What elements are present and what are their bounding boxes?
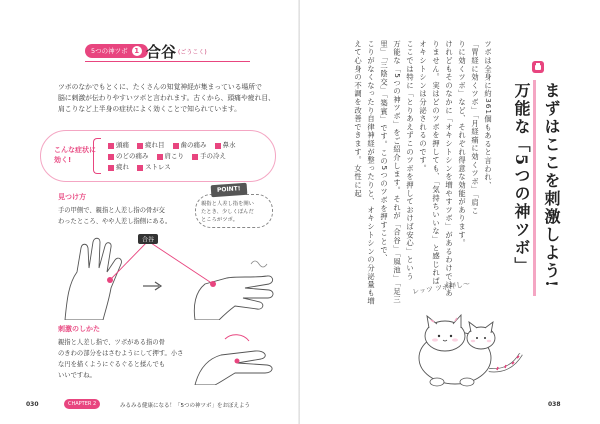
point-line: 親指と人差し指を開い <box>201 201 254 207</box>
intro-line: 脳に刺激が伝わりやすいツボと言われます。古くから、頭痛や疲れ目、 <box>58 94 275 102</box>
find-paragraph <box>58 205 183 227</box>
press-line: いいですね。 <box>58 372 96 379</box>
bullet-square-icon <box>157 154 163 160</box>
bullet-square-icon <box>137 143 143 149</box>
symptom-item: ストレス <box>137 162 171 173</box>
intro-line: 肩こりなど上半身の症状によく効くことで知られています。 <box>58 105 241 113</box>
point-title: 合谷 <box>146 43 177 61</box>
press-line: な円を描くようにぐるぐると揉んでも <box>58 361 166 368</box>
bullet-square-icon <box>108 165 114 171</box>
heading-line-1: まずはここを刺激しよう! <box>542 82 561 290</box>
running-head: みるみる健康になる！「5つの神ツボ」をおぼえよう <box>120 403 251 409</box>
symptom-list <box>108 140 278 173</box>
point-line: たとき、少しくぼんだ <box>201 209 254 215</box>
find-line: わったところ、やや人差し指側にある。 <box>58 218 172 225</box>
section-tag-number: 1 <box>132 46 142 56</box>
bullet-square-icon <box>137 165 143 171</box>
body-column: りません。実はどのツボを押しても、「気持ちいいな」と感じれば <box>432 40 441 286</box>
title-underline <box>85 61 250 62</box>
symptom-row <box>108 162 278 173</box>
symptom-item: 歯の痛み <box>173 140 207 151</box>
bullet-square-icon <box>215 143 221 149</box>
intro-paragraph <box>58 82 280 115</box>
symptom-label <box>54 145 96 165</box>
symptom-item: 手の冷え <box>192 151 226 162</box>
bullet-square-icon <box>192 154 198 160</box>
body-column: 万能な「5つの神ツボ」をご紹介します。それが「合谷」「風池」「足三 <box>393 40 402 304</box>
intro-line: ツボのなかでもとくに、たくさんの知覚神経が集まっている場所で <box>58 83 262 91</box>
symptom-item: のどの痛み <box>108 151 149 162</box>
body-column: けれどもそのなかに「オキシトシンを増やすツボ」があるわけではあ <box>445 40 454 298</box>
cat-caption: レッツ ツボ押し〜 <box>411 279 471 297</box>
symptom-item: 肩こり <box>157 151 185 162</box>
bullet-square-icon <box>108 154 114 160</box>
heading-line-2: 万能な「5つの神ツボ」 <box>512 82 531 276</box>
hand-illustration <box>55 228 285 320</box>
symptom-row <box>108 151 278 162</box>
body-column: ここでは特に「とりあえずこのツボを押しておけば安心」という <box>406 40 415 281</box>
symptom-item: 頭痛 <box>108 140 129 151</box>
body-column: りに効くツボ」など、それぞれ得意な効能があります。 <box>458 40 467 248</box>
chapter-badge: CHAPTER 2 <box>64 399 100 409</box>
point-badge: POINT! <box>211 183 247 197</box>
hand-icon <box>531 60 545 74</box>
symptom-brace <box>93 138 101 174</box>
point-line: ところがツボ。 <box>201 217 239 223</box>
press-illustration <box>185 315 285 385</box>
bullet-square-icon <box>173 143 179 149</box>
body-column: こりがなくなったり自律神経が整ったりと、オキシトシンの分泌量も増 <box>367 40 376 306</box>
point-callout-text <box>201 200 271 224</box>
cat-illustration <box>405 300 535 390</box>
press-line: のきわの部分をはさむようにして押す。小さ <box>58 350 184 357</box>
page-number-left: 030 <box>26 401 39 408</box>
page-number-right: 038 <box>548 401 561 408</box>
point-reading: (ごうこく) <box>178 49 207 56</box>
section-tag-label: 5つの神ツボ <box>91 47 128 55</box>
symptom-label-line: こんな症状に <box>54 146 96 154</box>
illustration-label: 合谷 <box>141 236 155 244</box>
heading-accent-bar <box>533 80 536 296</box>
press-heading: 刺激のしかた <box>58 325 100 333</box>
body-column: 「胃経に効くツボ」「月経痛に効くツボ」「肩こ <box>471 40 480 216</box>
press-line: 親指と人差し指で、ツボがある指の骨 <box>58 339 165 346</box>
symptom-row <box>108 140 278 151</box>
section-tag <box>85 44 148 58</box>
body-column: ツボは全身に約361個もあると言われ、 <box>484 40 493 190</box>
press-paragraph <box>58 337 184 381</box>
symptom-item: 疲れ目 <box>137 140 165 151</box>
body-column: オキシトシンは分泌されるのです。 <box>419 40 428 173</box>
find-heading: 見つけ方 <box>58 193 86 201</box>
body-column: えて心身の不調を改善できます。女性に起 <box>354 40 363 198</box>
symptom-label-line: 効く! <box>54 156 72 164</box>
body-column: 里」「三陰交」「築賓」です。この5つのツボを押すことで、 <box>380 40 389 263</box>
symptom-item: 鼻水 <box>215 140 236 151</box>
symptom-item: 疲れ <box>108 162 129 173</box>
find-line: 手の甲側で、親指と人差し指の骨が交 <box>58 207 165 214</box>
bullet-square-icon <box>108 143 114 149</box>
